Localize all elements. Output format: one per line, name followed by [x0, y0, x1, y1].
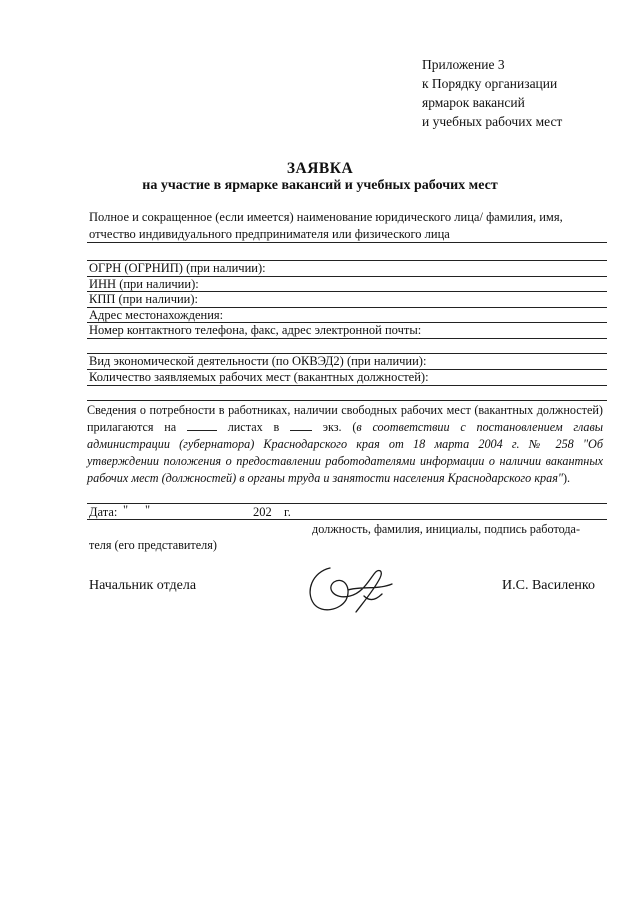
signoff-name: И.С. Василенко — [502, 578, 595, 593]
field-ogrn-label: ОГРН (ОГРНИП) (при наличии): — [89, 261, 266, 275]
info-text-2: листах в — [227, 420, 280, 434]
signature-caption-1: должность, фамилия, инициалы, подпись работода- — [312, 522, 581, 536]
info-text-3: экз. ( — [322, 420, 357, 434]
field-name-label-2: отчество индивидуального предпринимателя или физического лица — [89, 227, 450, 241]
field-kpp-label: КПП (при наличии): — [89, 292, 199, 306]
appendix-line-3: ярмарок вакансий — [422, 95, 525, 110]
field-vacancies-label: Количество заявляемых рабочих мест (вакантных должностей): — [89, 370, 429, 384]
signature-caption-2: теля (его представителя) — [89, 538, 217, 552]
sheets-count-blank[interactable] — [187, 419, 217, 431]
date-underline[interactable] — [87, 519, 607, 520]
document-title: ЗАЯВКА — [286, 160, 354, 177]
info-legal-reference: в соответствии с постановлением главы администрации (губернатора) Краснодарского края от 18 марта 2004 г. № 258 "Об утверждении положения о предоставлении работодателями информации о наличии вакантных рабочих мест (должностей) в органы труда и занятости населения Краснодарского края" — [87, 420, 604, 485]
info-underline[interactable] — [87, 503, 607, 504]
field-name-label-1: Полное и сокращенное (если имеется) наименование юридического лица/ фамилия, имя, — [89, 210, 563, 224]
copies-count-blank[interactable] — [290, 419, 312, 431]
handwritten-signature — [300, 560, 400, 620]
appendix-header — [422, 55, 562, 131]
appendix-line-1: Приложение 3 — [422, 57, 505, 72]
field-okved-label: Вид экономической деятельности (по ОКВЭД2) (при наличии): — [89, 354, 427, 368]
date-year-suffix: г. — [284, 505, 291, 519]
date-year: 202 — [253, 505, 272, 519]
date-label: Дата: — [89, 505, 118, 519]
field-vacancies-underline-2[interactable] — [87, 400, 607, 401]
field-contacts-underline-1[interactable] — [87, 338, 607, 339]
field-address-label: Адрес местонахождения: — [89, 308, 224, 322]
signoff-position: Начальник отдела — [89, 578, 197, 593]
field-name-underline-1[interactable] — [87, 242, 607, 243]
field-contacts-label: Номер контактного телефона, факс, адрес электронной почты: — [89, 323, 422, 337]
field-vacancies-underline-1[interactable] — [87, 385, 607, 386]
appendix-line-4: и учебных рабочих мест — [422, 114, 563, 129]
info-text-1: Сведения о потребности в работниках, наличии свободных рабочих мест (вакантных должностей) прилагаются на — [87, 403, 603, 434]
date-quote-open: " — [123, 503, 129, 517]
date-quote-close: " — [145, 503, 151, 517]
info-text-4: ). — [563, 471, 571, 485]
field-inn-label: ИНН (при наличии): — [89, 277, 199, 291]
info-paragraph — [87, 402, 603, 487]
appendix-line-2: к Порядку организации — [422, 76, 558, 91]
document-subtitle: на участие в ярмарке вакансий и учебных рабочих мест — [142, 178, 498, 193]
